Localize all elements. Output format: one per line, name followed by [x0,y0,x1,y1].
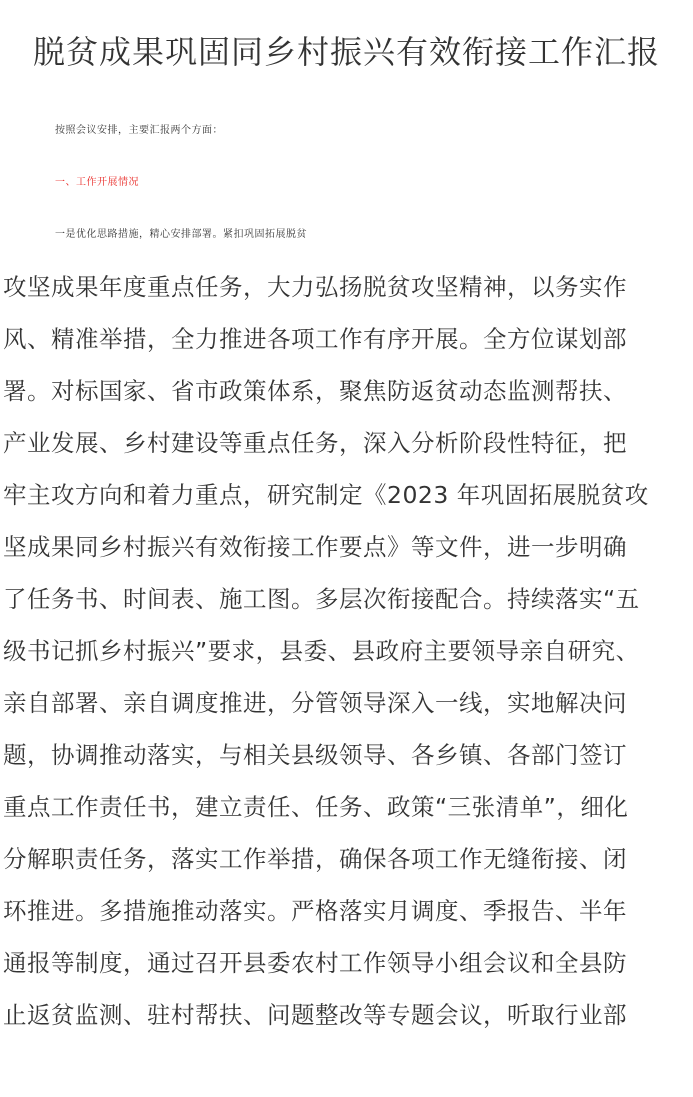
body-line: 坚成果同乡村振兴有效衔接工作要点》等文件，进一步明确 [3,533,627,561]
body-line: 了任务书、时间表、施工图。多层次衔接配合。持续落实“五 [3,585,640,613]
body-line: 止返贫监测、驻村帮扶、问题整改等专题会议，听取行业部 [3,1001,627,1029]
body-line: 题，协调推动落实，与相关县级领导、各乡镇、各部门签订 [3,741,627,769]
body-line: 一是优化思路措施，精心安排部署。紧扣巩固拓展脱贫 [55,229,307,240]
body-line: 级书记抓乡村振兴”要求，县委、县政府主要领导亲自研究、 [3,637,640,665]
body-line: 重点工作责任书，建立责任、任务、政策“三张清单”，细化 [3,793,629,821]
body-line: 环推进。多措施推动落实。严格落实月调度、季报告、半年 [3,897,627,925]
document-title: 脱贫成果巩固同乡村振兴有效衔接工作汇报 [32,33,660,71]
body-line: 风、精准举措，全力推进各项工作有序开展。全方位谋划部 [3,325,627,353]
intro-paragraph: 按照会议安排，主要汇报两个方面： [55,125,223,136]
body-line: 攻坚成果年度重点任务，大力弘扬脱贫攻坚精神，以务实作 [3,273,627,301]
body-line: 亲自部署、亲自调度推进，分管领导深入一线，实地解决问 [3,689,627,717]
body-line: 产业发展、乡村建设等重点任务，深入分析阶段性特征，把 [3,429,627,457]
body-line: 署。对标国家、省市政策体系，聚焦防返贫动态监测帮扶、 [3,377,627,405]
section-heading: 一、工作开展情况 [55,177,139,188]
body-line: 分解职责任务，落实工作举措，确保各项工作无缝衔接、闭 [3,845,627,873]
body-line: 牢主攻方向和着力重点，研究制定《2023 年巩固拓展脱贫攻 [3,481,649,509]
body-line: 通报等制度，通过召开县委农村工作领导小组会议和全县防 [3,949,627,977]
